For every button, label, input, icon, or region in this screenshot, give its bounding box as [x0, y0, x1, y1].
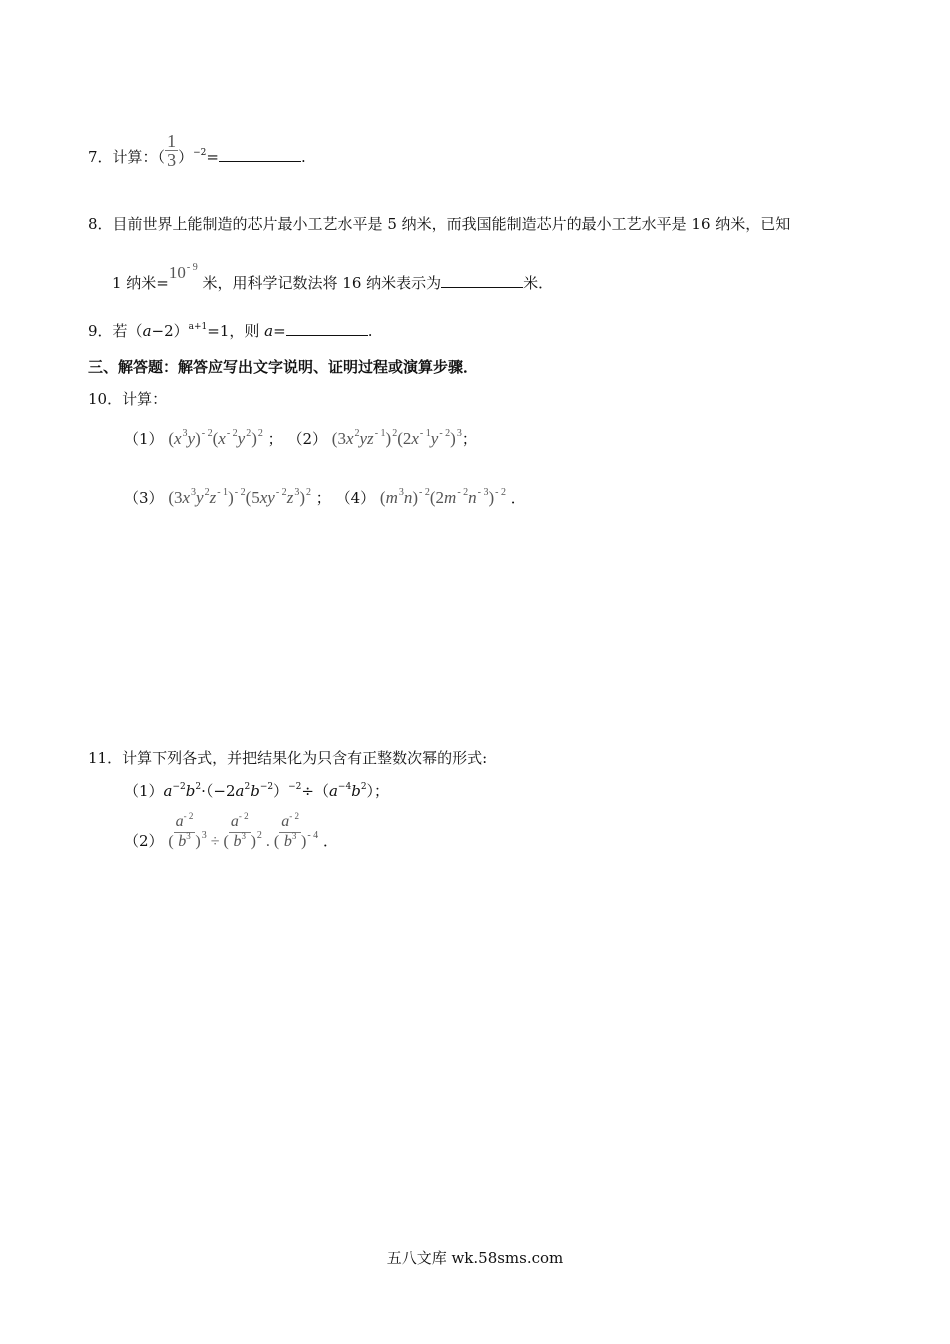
- question-10-row-2: [124, 487, 526, 508]
- question-number: 10．: [88, 390, 123, 408]
- question-7: 7．计算：（ $\frac{1}{3}$ ）$^{-2}$= .: [88, 130, 306, 170]
- question-text: 计算下列各式，并把结果化为只含有正整数次幂的形式:: [122, 749, 488, 767]
- exponent: a+1: [188, 322, 208, 332]
- fraction: [165, 132, 178, 169]
- separator: ．: [322, 832, 338, 850]
- question-number: 9．: [88, 322, 113, 340]
- question-number: 8．: [88, 215, 113, 233]
- part-label: （1）: [124, 430, 164, 448]
- question-text: 计算：（: [112, 148, 166, 166]
- expression-3: $(3x^3y^2z^{- 1})^{- 2}(5xy^{- 2}z^3)^2$: [168, 487, 311, 507]
- question-10: [88, 388, 167, 409]
- question-text: 计算：: [122, 390, 168, 408]
- separator: ；: [267, 430, 283, 448]
- separator: ．: [510, 489, 526, 507]
- question-8-line-2: [112, 262, 554, 293]
- question-11: [88, 747, 487, 768]
- part-label: （2）: [124, 832, 164, 850]
- footer-watermark: 五八文库 wk.58sms.com: [386, 1249, 564, 1267]
- question-text: 目前世界上能制造的芯片最小工艺水平是 5 纳米，而我国能制造芯片的最小工艺水平是 16 纳米，已知: [112, 215, 791, 233]
- part-label: （3）: [124, 489, 164, 507]
- question-text: 若（: [112, 322, 143, 340]
- expression-11-2: ( $\frac{a^{- 2}}{b^3}$ )$^3$ ÷ ( $\frac{a^{- 2}}{b^3}$ )$^2$ . ( $\frac{a^{- 2}}{b^3}$ )$^{- 4}$: [168, 810, 319, 850]
- question-9: 9．若$(a-2)^{a+1}=1$，则 a= .: [88, 322, 373, 340]
- base: 10: [168, 263, 186, 282]
- fraction-numerator: 1: [167, 130, 177, 151]
- exponent: −2: [193, 148, 207, 158]
- fraction-denominator: 3: [167, 149, 177, 170]
- question-10-row-1: [124, 428, 477, 449]
- expression-2: $(3x^2yz^{- 1})^2(2x^{- 1}y^{- 2})^3$: [331, 428, 462, 448]
- question-number: 7．: [88, 148, 113, 166]
- question-text: =1，则: [207, 322, 265, 340]
- expression-4: $(m^3n)^{- 2}(2m^{- 2}n^{- 3})^{- 2}$: [379, 487, 507, 507]
- question-number: 11．: [88, 749, 123, 767]
- part-label: （1）: [124, 782, 164, 800]
- separator: ；: [461, 430, 477, 448]
- question-11-part-1: [124, 780, 389, 801]
- question-8-line-1: [88, 213, 790, 234]
- question-text: ）: [178, 148, 194, 166]
- variable: a: [142, 322, 152, 340]
- question-text: =: [206, 148, 219, 166]
- section-heading: 三、解答题：解答应写出文字说明、证明过程或演算步骤．: [88, 358, 479, 376]
- question-11-part-2: [124, 810, 338, 852]
- question-text: 1 纳米=: [112, 274, 169, 292]
- expression-11-1: $a^{-2}b^2\cdot(-2a^2b^{-2})^{-2}\div(a^{-4}b^2)$；: [163, 782, 390, 800]
- question-text: 米，用科学记数法将 16 纳米表示为: [197, 274, 442, 292]
- question-text: −2）: [151, 322, 189, 340]
- question-text: 米．: [523, 274, 554, 292]
- answer-blank[interactable]: [286, 321, 368, 336]
- answer-blank[interactable]: [441, 273, 523, 288]
- exponent: - 9: [186, 262, 198, 273]
- power-of-ten: [169, 263, 198, 282]
- part-label: （4）: [335, 489, 376, 507]
- question-text: =: [273, 322, 286, 340]
- part-label: （2）: [287, 430, 328, 448]
- separator: ；: [315, 489, 331, 507]
- expression-1: $(x^3y)^{- 2}(x^{- 2}y^2)^2$: [168, 428, 263, 448]
- variable: a: [264, 322, 274, 340]
- answer-blank[interactable]: [219, 147, 301, 162]
